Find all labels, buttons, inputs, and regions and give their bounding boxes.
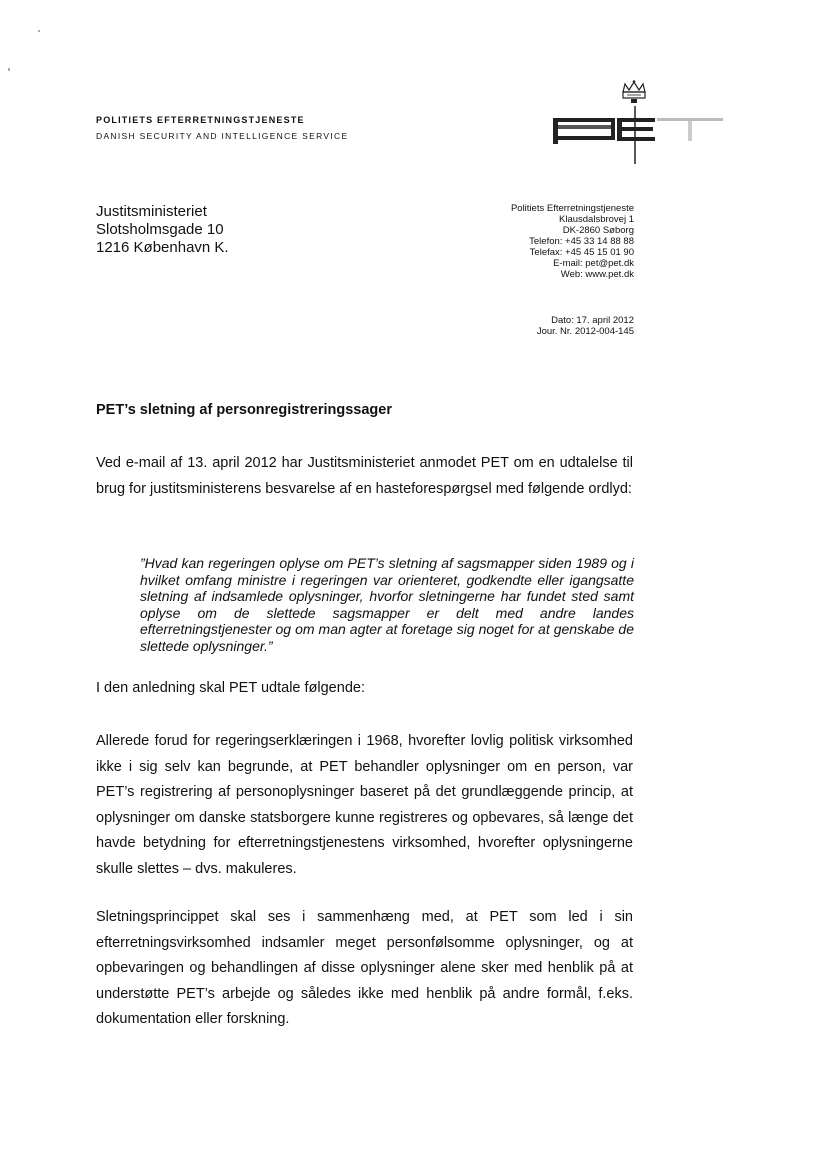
sender-email: E-mail: pet@pet.dk	[553, 258, 634, 269]
pet-logo	[553, 80, 725, 166]
recipient-street: Slotsholmsgade 10	[96, 221, 224, 238]
quoted-question: ”Hvad kan regeringen oplyse om PET’s sletning af sagsmapper siden 1989 og i hvilket omfang ministre i regeringen var orienteret, godkendte eller igangsatte sletning af indsamlede oplysninger, hvorfor sletningerne har fundet sted samt oplyse om de slettede sagsmapper er delt med andre landes efterretningstjenester og om man agter at foretage sig noget for at genskabe de slettede oplysninger.”	[140, 555, 634, 654]
scan-speck	[8, 68, 10, 71]
letter-date: Dato: 17. april 2012	[551, 315, 634, 326]
sender-contact-block	[511, 203, 634, 280]
logo-letter-p	[553, 118, 615, 144]
date-block	[537, 315, 634, 337]
crown-icon	[623, 80, 645, 103]
sender-fax: Telefax: +45 45 15 01 90	[529, 247, 634, 258]
paragraph-deletion-principle: Sletningsprincippet skal ses i sammenhæng med, at PET som led i sin efterretningsvirksomhed indsamler meget personfølsomme oplysninger, og at opbevaringen og behandlingen af disse oplysninger alene sker med henblik på at understøtte PET’s arbejde og således ikke med henblik på andre formål, f.eks. dokumentation eller forskning.	[96, 909, 633, 1027]
recipient-name: Justitsministeriet	[96, 203, 207, 220]
letter-subject: PET’s sletning af personregistreringssager	[96, 402, 392, 418]
sender-name: Politiets Efterretningstjeneste	[510, 203, 634, 214]
org-name-english: DANISH SECURITY AND INTELLIGENCE SERVICE	[96, 131, 349, 141]
paragraph-history: Allerede forud for regeringserklæringen i 1968, hvorefter lovlig politisk virksomhed ikke i sig selv kan begrunde, at PET behandler oplysninger om en person, var PET’s registrering af personoplysninger baseret på det grundlæggende princip, at oplysninger om danske statsborgere kunne registreres og opbevares, så længe det havde betydning for efterretningstjenestens virksomhed, hvorefter oplysningerne skulle slettes – dvs. makuleres.	[96, 733, 633, 877]
sender-web: Web: www.pet.dk	[560, 269, 634, 280]
intro-paragraph: Ved e-mail af 13. april 2012 har Justitsministeriet anmodet PET om en udtalelse til brug for justitsministerens besvarelse af en hasteforespørgsel med følgende ordlyd:	[96, 455, 633, 497]
sender-street: Klausdalsbrovej 1	[559, 214, 634, 225]
sender-city: DK-2860 Søborg	[562, 225, 634, 236]
sender-phone: Telefon: +45 33 14 88 88	[529, 236, 634, 247]
recipient-city: 1216 København K.	[96, 239, 229, 256]
scan-speck	[38, 30, 40, 32]
response-intro: I den anledning skal PET udtale følgende:	[96, 680, 365, 696]
recipient-address	[96, 203, 229, 257]
logo-letter-e	[617, 118, 655, 141]
journal-number: Jour. Nr. 2012-004-145	[536, 326, 634, 337]
org-name-danish: POLITIETS EFTERRETNINGSTJENESTE	[96, 115, 305, 125]
logo-letter-t	[657, 118, 723, 141]
